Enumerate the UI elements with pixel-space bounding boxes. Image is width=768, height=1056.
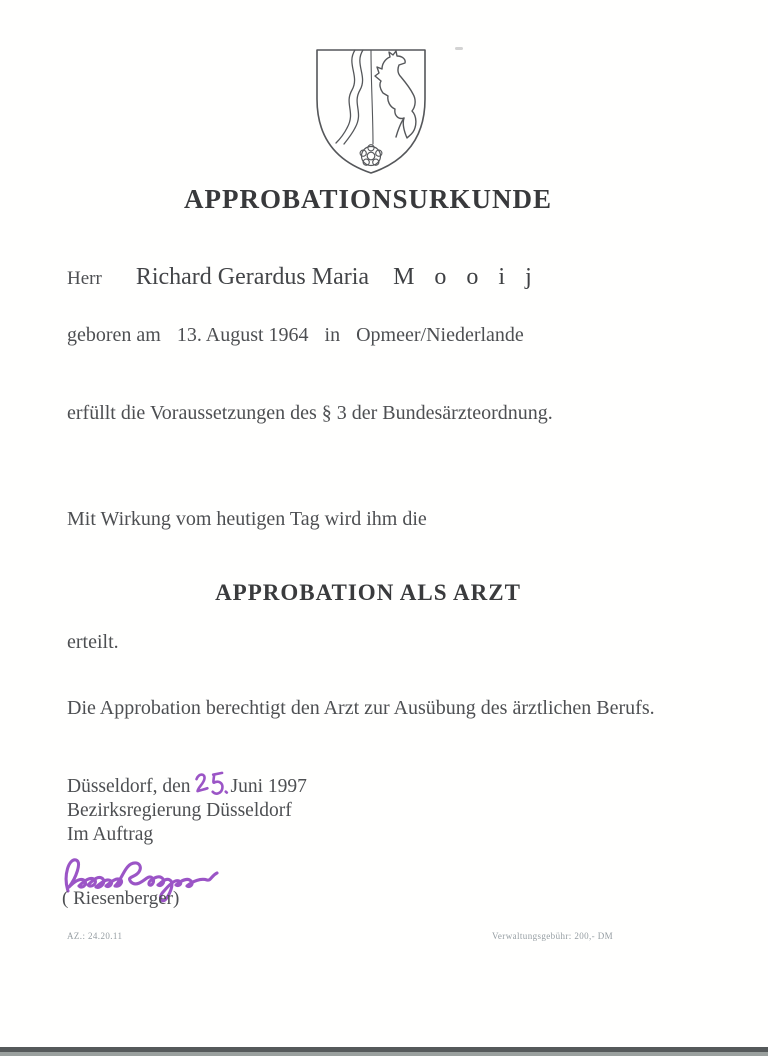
born-in-label: in <box>324 324 341 346</box>
recipient-given-names: Richard Gerardus Maria <box>135 264 370 290</box>
horse-leg-icon <box>396 118 404 137</box>
grant-heading: APPROBATION ALS ARZT <box>215 580 521 605</box>
granted-word: erteilt. <box>67 631 119 653</box>
shield-divider <box>371 50 373 144</box>
salutation: Herr <box>67 268 102 289</box>
nrw-coat-of-arms <box>311 44 431 179</box>
birth-date: 13. August 1964 <box>176 324 309 346</box>
requirement-line: erfüllt die Voraussetzungen des § 3 der Bundesärzteordnung. <box>67 402 553 424</box>
fee-note: Verwaltungsgebühr: 200,- DM <box>492 931 614 941</box>
file-number: AZ.: 24.20.11 <box>67 931 123 941</box>
closing-block <box>67 775 307 847</box>
recipient-name-line <box>67 264 539 291</box>
scan-edge-shadow <box>0 1052 768 1056</box>
birth-line <box>67 324 524 347</box>
date-rest: Juni 1997 <box>230 776 307 797</box>
rose-icon <box>360 145 382 166</box>
document-title: APPROBATIONSURKUNDE <box>183 184 553 214</box>
place-date-prefix: Düsseldorf, den <box>67 776 191 797</box>
recipient-surname: M o o i j <box>393 264 539 290</box>
handwritten-day-ink <box>191 767 229 800</box>
scan-speck <box>455 47 463 50</box>
birth-place: Opmeer/Niederlande <box>356 324 524 346</box>
born-label: geboren am <box>67 324 161 346</box>
effect-line: Mit Wirkung vom heutigen Tag wird ihm die <box>67 508 427 530</box>
entitlement-line: Die Approbation berechtigt den Arzt zur Ausübung des ärztlichen Berufs. <box>67 697 655 719</box>
rhine-wave-icon <box>344 50 363 144</box>
signer-printed-name: ( Riesenberger) <box>62 888 180 909</box>
by-order-line: Im Auftrag <box>67 824 154 845</box>
signature-name-text <box>0 0 1 1</box>
horse-icon <box>375 51 416 138</box>
rhine-wave-icon <box>336 50 355 143</box>
authority-line: Bezirksregierung Düsseldorf <box>67 800 292 821</box>
place-date-line <box>67 775 307 799</box>
